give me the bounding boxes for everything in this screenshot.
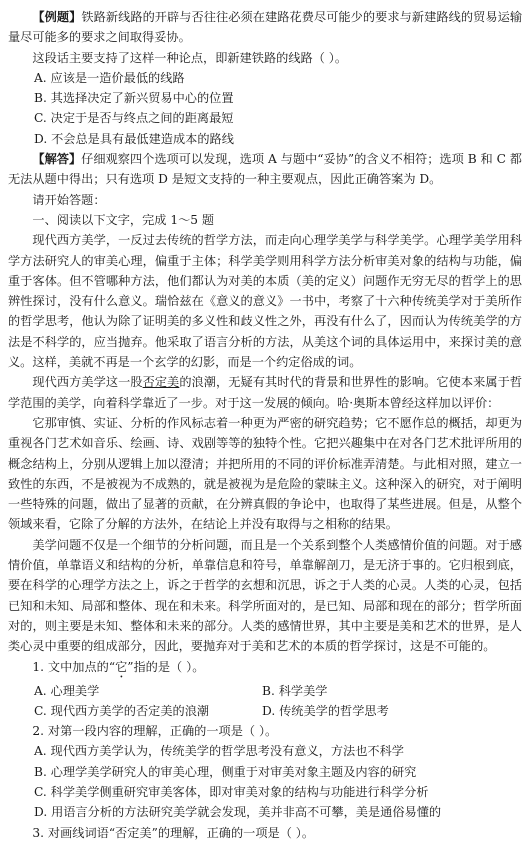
q2-option-d: D. 用语言分析的方法研究美学就会发现，美并非高不可攀，美是通俗易懂的 xyxy=(34,805,442,820)
answer-text: 仔细观察四个选项可以发现，选项 A 与题中“妥协”的含义不相符；选项 B 和 C 都无法从题中得出；只有选项 D 是短文支持的一种主要观点，因此正确答案为 D。 xyxy=(8,152,522,187)
passage-paragraph-4: 美学问题不仅是一个细节的分析问题，而且是一个关系到整个人类感情价值的问题。对于感情价值，单靠语义和结构的分析，单靠信息和符号，单靠解剖刀，是无济于事的。它归根到底，要在科学的心理学方法之上，诉之于哲学的玄想和沉思，诉之于人类的心灵。人类的心灵，包括已知和未知、局部和整体、现在和未来。科学所面对的，是已知、局部和现在的部分；哲学所面对的，则主要是未知、整体和未来的部分。人类的感情世界，其中主要是美和艺术的世界，是人类心灵中重要的组成部分，因此，要抛弃对于美和艺术的本质的哲学探讨，这是不可能的。 xyxy=(8,537,522,654)
q1-option-b: B. 科学美学 xyxy=(262,683,328,698)
question-1-options-row-1 xyxy=(8,681,522,701)
start-prompt: 请开始答题： xyxy=(32,192,106,207)
q2-option-c: C. 科学美学侧重研究审美客体，即对审美对象的结构与功能进行科学分析 xyxy=(34,784,429,799)
example-option-b: B. 其选择决定了新兴贸易中心的位置 xyxy=(34,91,234,106)
passage-quote: 它那审慎、实证、分析的作风标志着一种更为严密的研究趋势；它不愿作总的概括，却更为重视各门艺术如音乐、绘画、诗、戏剧等等的独特个性。它把兴趣集中在对各门艺术批评所用的概念结构上，分别从逻辑上加以澄清；并把所用的不同的评价标准弄清楚。与此相对照，建立一致性的东西，不是被视为不成熟的，就是被视为是危险的蒙昧主义。这种深入的研究，对于阐明一些特殊的问题，做出了显著的贡献，在分辨真假的争论中，也取得了某些进展。但是，从整个领域来看，它除了分解的方法外，在结论上并没有取得与之相称的结果。 xyxy=(8,415,523,532)
section-heading: 一、阅读以下文字，完成 1～5 题 xyxy=(32,212,215,227)
example-prompt: 这段话主要支持了这样一种论点，即新建铁路的线路（ ）。 xyxy=(32,50,348,65)
answer-paragraph xyxy=(8,149,522,190)
passage-paragraph-2: 现代西方美学这一股否定美的浪潮，无疑有其时代的背景和世界性的影响。它使本来属于哲学范围的美学，向着科学靠近了一步。对于这一发展的倾向。哈·奥斯本曾经这样加以评价： xyxy=(8,375,523,410)
example-tag: 【例题】 xyxy=(32,10,82,24)
example-option-a: A. 应该是一造价最低的线路 xyxy=(34,70,185,85)
example-paragraph xyxy=(8,7,522,48)
q1-option-a: A. 心理美学 xyxy=(34,683,100,698)
example-option-c: C. 决定于是否与终点之间的距离最短 xyxy=(34,111,234,126)
example-text: 铁路新线路的开辟与否往往必须在建路花费尽可能少的要求与新建路线的贸易运输量尽可能多的要求之间取得妥协。 xyxy=(8,10,523,45)
passage-paragraph-1: 现代西方美学，一反过去传统的哲学方法，而走向心理学美学与科学美学。心理学美学用科学方法研究人的审美心理，偏重于主体；科学美学则用科学方法分析审美对象的结构与功能，偏重于客体。但不管哪种方法，他们都认为对美的本质（美的定义）问题作无穷无尽的哲学上的思辨性探讨，没有什么意义。瑞恰兹在《意义的意义》一书中，考察了十六种传统美学对于美所作的哲学思考，他认为除了证明美的多义性和歧义性之外，再没有什么了，因而认为传统美学的方法是不科学的，应当抛弃。他采取了语言分析的方法，从美这个词的具体运用中，来探讨美的意义。这样，美就不再是一个玄学的幻影，而是一个约定俗成的词。 xyxy=(8,233,522,370)
q2-option-a: A. 现代西方美学认为，传统美学的哲学思考没有意义，方法也不科学 xyxy=(34,744,404,759)
question-1-options-row-2 xyxy=(8,701,522,721)
underlined-term: 否定美 xyxy=(142,375,180,390)
question-3: 3. 对画线词语“否定美”的理解，正确的一项是（ ）。 xyxy=(32,825,315,840)
q1-option-c: C. 现代西方美学的否定美的浪潮 xyxy=(34,703,210,718)
q2-option-b: B. 心理学美学研究人的审美心理，侧重于对审美对象主题及内容的研究 xyxy=(34,764,417,779)
q1-option-d: D. 传统美学的哲学思考 xyxy=(262,703,389,718)
question-1: 1. 文中加点的“它”指的是（ ）。 xyxy=(32,659,205,674)
answer-tag: 【解答】 xyxy=(32,152,82,167)
dotted-word: 它 xyxy=(115,659,128,674)
question-2: 2. 对第一段内容的理解，正确的一项是（ ）。 xyxy=(32,724,278,739)
example-option-d: D. 不会总是具有最低建造成本的路线 xyxy=(34,131,234,146)
